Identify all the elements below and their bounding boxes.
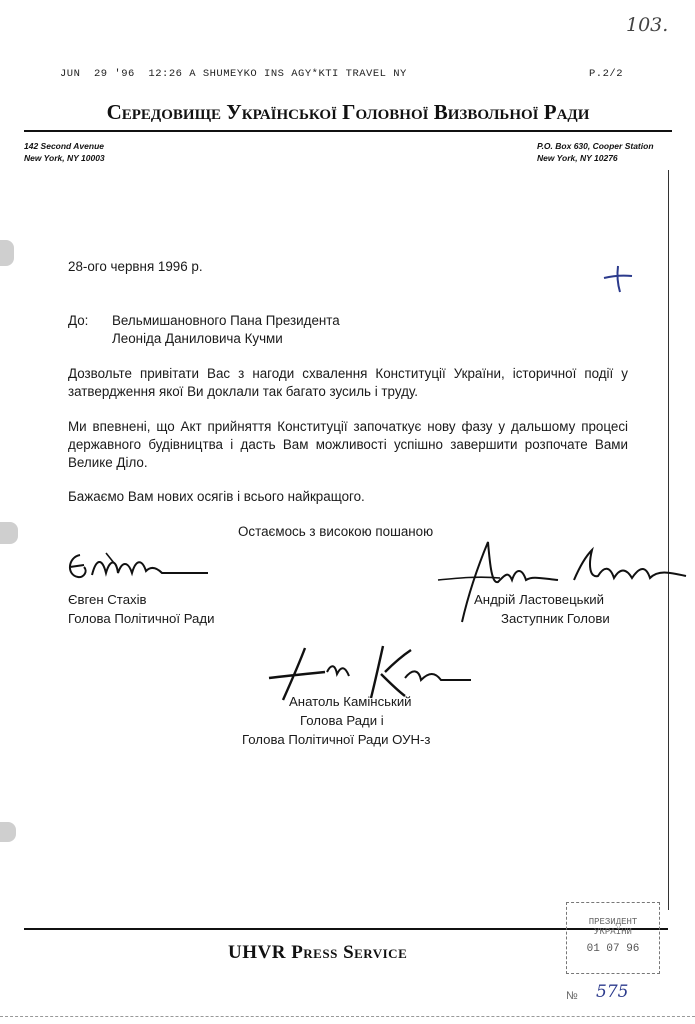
handwritten-cross-mark — [598, 262, 638, 296]
address-left — [24, 140, 105, 164]
signatory-role: Голова Ради і — [300, 713, 384, 728]
stamp-line: ПРЕЗИДЕНТ — [588, 917, 638, 927]
footer-press-service: UHVR Press Service — [228, 942, 408, 963]
address-right-line: P.O. Box 630, Cooper Station — [537, 141, 654, 151]
punch-hole-mark — [0, 240, 14, 266]
receipt-stamp — [566, 902, 660, 974]
address-left-line: New York, NY 10003 — [24, 153, 105, 163]
punch-hole-mark — [0, 522, 18, 544]
signatory-role: Заступник Голови — [501, 611, 610, 626]
signature-stakhiv — [62, 545, 212, 585]
closing-line: Остаємось з високою пошаною — [238, 524, 434, 539]
stamp-date: 01 07 96 — [586, 943, 640, 955]
paragraph: Бажаємо Вам нових осягів і всього найкращого. — [68, 489, 365, 504]
punch-hole-mark — [0, 822, 16, 842]
recipient-line: Вельмишановного Пана Президента — [112, 313, 340, 328]
recipient-line: Леоніда Даниловича Кучми — [112, 331, 283, 346]
address-right — [537, 140, 654, 164]
signatory-name: Євген Стахів — [68, 592, 147, 607]
address-left-line: 142 Second Avenue — [24, 141, 104, 151]
archive-number: 103. — [626, 14, 669, 36]
stamp-number: 575 — [596, 982, 629, 1002]
paragraph: Дозвольте привітати Вас з нагоди схвалення Конституції України, історичної події у затвердження якої Ви доклали так багато зусиль і труду. — [68, 366, 628, 399]
stamp-number-label: № — [566, 990, 578, 1002]
recipient-block — [112, 312, 340, 348]
letterhead-title: Середовище Української Головної Визвольної Ради — [106, 100, 590, 124]
address-right-line: New York, NY 10276 — [537, 153, 618, 163]
signatory-name: Анатоль Камінський — [289, 694, 412, 709]
fax-header-right: P.2/2 — [589, 68, 624, 80]
recipient-label: До: — [68, 313, 89, 328]
signatory-name: Андрій Ластовецький — [474, 592, 604, 607]
signatory-role: Голова Політичної Ради ОУН-з — [242, 732, 431, 747]
letterhead-rule — [24, 130, 672, 132]
signatory-role: Голова Політичної Ради — [68, 611, 215, 626]
letter-date: 28-ого червня 1996 р. — [68, 259, 203, 274]
stamp-line: УКРАЇНИ — [594, 927, 632, 937]
bottom-edge-line — [0, 1016, 695, 1017]
fax-header-left: JUN 29 '96 12:26 A SHUMEYKO INS AGY*KTI TRAVEL NY — [60, 68, 407, 80]
paragraph: Ми впевнені, що Акт прийняття Конституції започаткує нову фазу у дальшому процесі державного будівництва і дасть Вам можливості успішно завершити розпочате Вами Велике Діло. — [68, 419, 628, 470]
